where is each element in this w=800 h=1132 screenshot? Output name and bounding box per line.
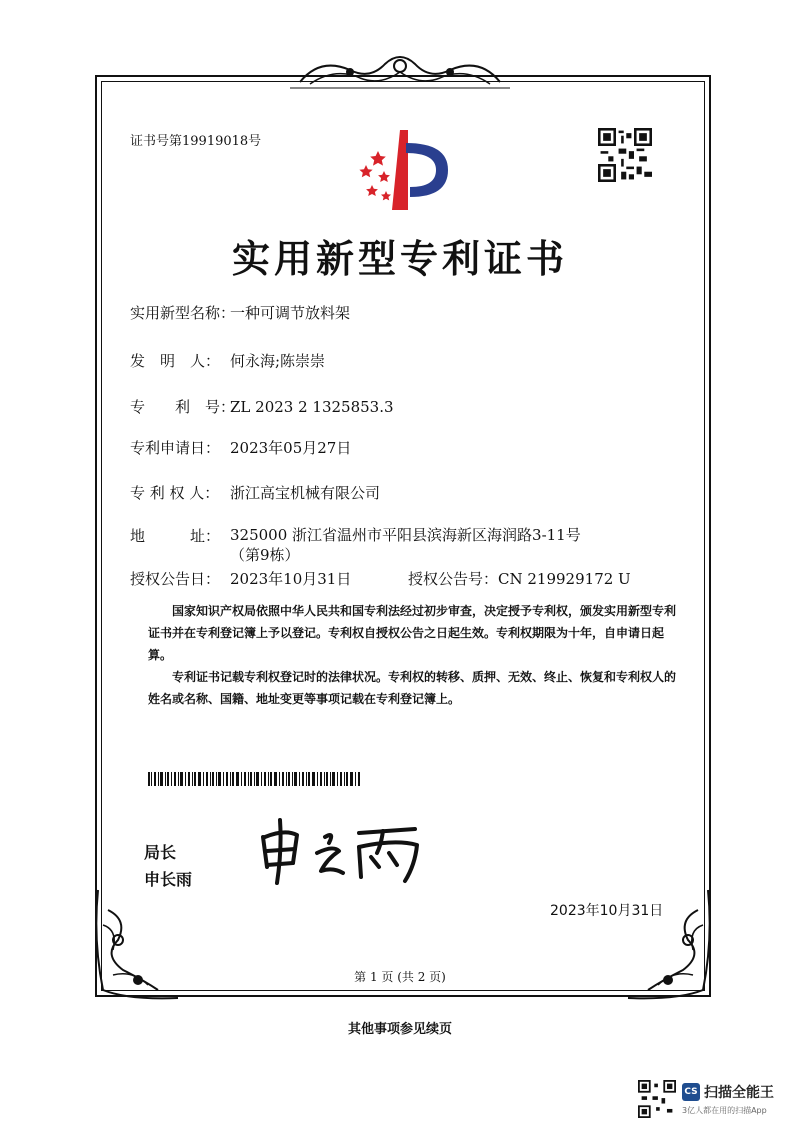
scanner-qr-code-icon <box>638 1080 676 1118</box>
grant-date-value: 2023年10月31日 <box>230 570 352 588</box>
utility-model-name-label: 实用新型名称： <box>130 304 236 322</box>
patentee-label: 专 利 权 人： <box>130 484 220 502</box>
qr-code-icon <box>598 128 652 182</box>
continuation-note: 其他事项参见续页 <box>347 1022 452 1037</box>
inventor-label: 发 明 人： <box>130 352 221 370</box>
patent-office-logo-icon <box>348 125 458 215</box>
patent-number-field <box>130 396 394 417</box>
patentee-field <box>130 482 380 503</box>
corner-ornament-bottom-right-icon <box>618 880 718 1005</box>
grant-statement-paragraph: 国家知识产权局依照中华人民共和国专利法经过初步审查，决定授予专利权，颁发实用新型专利证书并在专利登记簿上予以登记。专利权自授权公告之日起生效。专利权期限为十年，自申请日起算。 <box>148 604 677 662</box>
legal-status-paragraph: 专利证书记载专利权登记时的法律状况。专利权的转移、质押、无效、终止、恢复和专利权人的姓名或名称、国籍、地址变更等事项记载在专利登记簿上。 <box>148 670 677 706</box>
filing-date-value: 2023年05月27日 <box>230 439 352 457</box>
grant-date-label: 授权公告日： <box>130 570 221 588</box>
utility-model-name-value: 一种可调节放料架 <box>230 304 351 322</box>
director-name: 申长雨 <box>144 870 193 889</box>
scanner-logo-icon: CS <box>682 1083 700 1101</box>
certificate-number: 证书号第19919018号 <box>130 134 262 149</box>
corner-ornament-bottom-left-icon <box>88 880 188 1005</box>
signature-date: 2023年10月31日 <box>550 903 664 919</box>
grant-publication-number-value: CN 219929172 U <box>498 570 631 588</box>
patentee-value: 浙江高宝机械有限公司 <box>230 484 381 502</box>
filing-date-label: 专利申请日： <box>130 439 221 457</box>
address-field <box>130 525 600 565</box>
grant-date-field <box>130 568 351 589</box>
address-value: 325000 浙江省温州市平阳县滨海新区海润路3-11号（第9栋） <box>230 526 581 564</box>
director-title: 局长 <box>144 843 177 862</box>
patent-number-label: 专 利 号： <box>130 398 236 416</box>
top-ornament-icon <box>290 52 510 92</box>
filing-date-field <box>130 437 351 458</box>
patent-number-value: ZL 2023 2 1325853.3 <box>230 398 394 416</box>
scanner-app-name: 扫描全能王 <box>704 1085 774 1101</box>
scanner-tagline: 3亿人都在用的扫描App <box>682 1106 767 1115</box>
grant-publication-number-field <box>408 568 631 589</box>
utility-model-name-field <box>130 302 350 323</box>
inventor-value: 何永海;陈崇崇 <box>230 352 326 370</box>
barcode-icon <box>148 772 360 786</box>
certificate-title: 实用新型专利证书 <box>231 237 568 281</box>
inventor-field <box>130 350 325 371</box>
grant-publication-number-label: 授权公告号： <box>408 570 499 588</box>
page-indicator: 第 1 页 (共 2 页) <box>354 970 446 984</box>
scanner-watermark <box>638 1080 796 1120</box>
handwritten-signature-icon <box>255 815 430 885</box>
address-label: 地 址： <box>130 527 221 545</box>
